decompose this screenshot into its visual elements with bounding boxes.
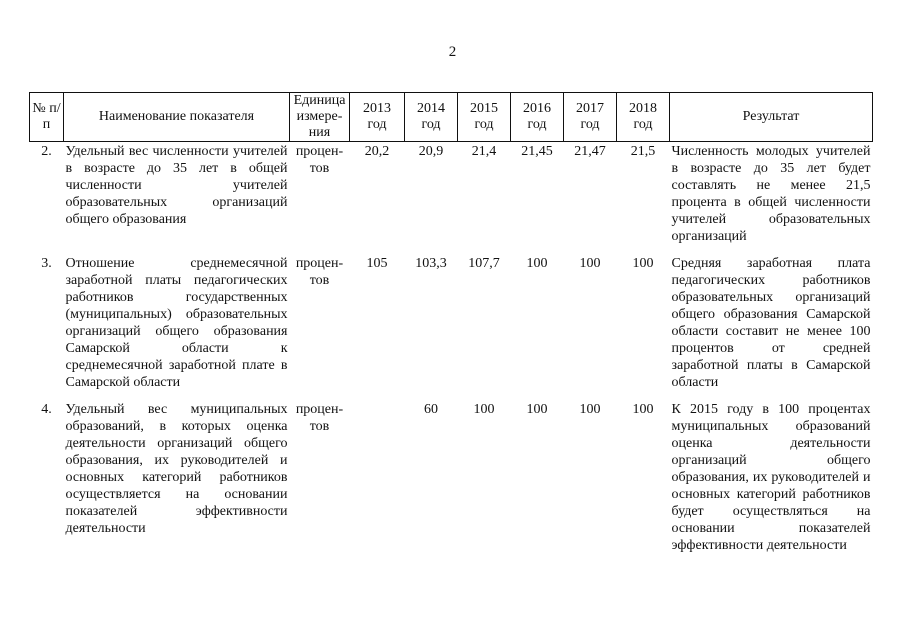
indicators-table [29,92,873,558]
row-number: 3. [41,256,52,271]
header-result: Результат [670,93,873,142]
indicator-name: Удельный вес муниципальных образований, в которых оценка деятельности организаций общего образования, их руководителей и основных категорий работников осуществляется на основании показателей эффективности деятельности [65,402,288,536]
value-2015: 107,7 [468,256,500,271]
header-year: 2016 год [511,93,564,142]
value-2013: 20,2 [364,144,390,159]
result-cell: Средняя заработная плата педагогических работников образовательных организаций общего образования Самарской области составит не менее 100 процентов от средней заработной платы в Самарской области [671,256,871,390]
value-2013 [350,401,405,558]
value-2018: 100 [632,402,654,417]
header-year: 2018 год [617,93,670,142]
header-year: 2015 год [458,93,511,142]
header-num: № п/п [30,93,64,142]
unit-cell: процен-тов [295,256,344,288]
row-number: 4. [41,402,52,417]
header-year: 2013 год [350,93,405,142]
value-2017: 100 [579,256,601,271]
value-2014: 60 [424,402,438,417]
unit-cell: процен-тов [295,144,344,176]
result-cell: К 2015 году в 100 процентах муниципальных образований оценка деятельности организаций общего образования, их руководителей и основных категорий работников будет осуществляться на основании показателей эффективности деятельности [671,402,871,553]
table-row [30,142,873,256]
value-2016: 21,45 [521,144,553,159]
header-row [30,93,873,142]
value-2018: 21,5 [630,144,656,159]
header-unit: Единица измере-ния [290,93,350,142]
value-2018: 100 [632,256,654,271]
value-2015: 100 [473,402,495,417]
indicator-name: Удельный вес численности учителей в возрасте до 35 лет в общей численности учителей образовательных организаций общего образования [65,144,288,227]
unit-cell: процен-тов [295,402,344,434]
value-2013: 105 [366,256,388,271]
row-number: 2. [41,144,52,159]
value-2016: 100 [526,402,548,417]
page-number: 2 [448,44,457,60]
value-2016: 100 [526,256,548,271]
header-year: 2014 год [405,93,458,142]
indicator-name: Отношение среднемесячной заработной платы педагогических работников государственных (муниципальных) образовательных организаций общего образования Самарской области к среднемесячной заработной плате в Самарской области [65,256,288,390]
result-cell: Численность молодых учителей в возрасте до 35 лет будет составлять не менее 21,5 процента в общей численности учителей образовательных организаций [671,144,871,244]
table-row [30,255,873,401]
value-2015: 21,4 [471,144,497,159]
value-2014: 103,3 [415,256,447,271]
value-2017: 21,47 [574,144,606,159]
value-2017: 100 [579,402,601,417]
header-name: Наименование показателя [64,93,290,142]
value-2014: 20,9 [418,144,444,159]
header-year: 2017 год [564,93,617,142]
table-row [30,401,873,558]
